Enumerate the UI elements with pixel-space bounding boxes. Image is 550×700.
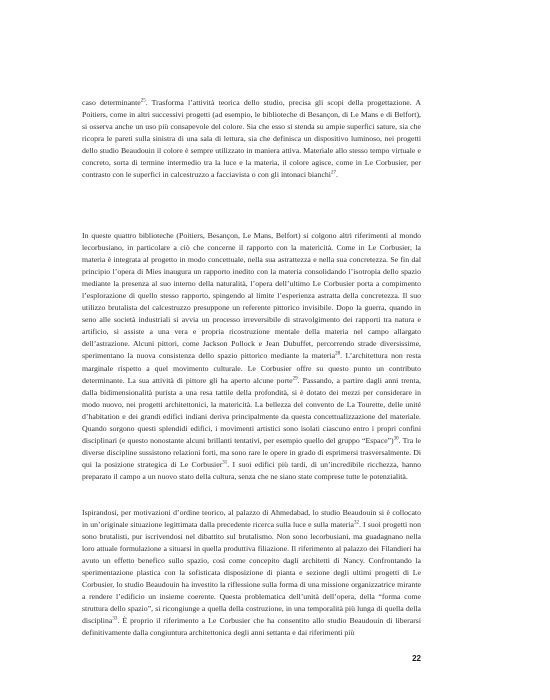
page-number: 22 xyxy=(412,654,421,663)
text-run: . Passando, a partire dagli anni trenta, dalla bidimensionalità purista a una resa tattile della profondità, si è dotato dei mezzi per considerare in modo nuovo, nei progetti architettonici, la matericità. La bellezza del convento de La Tourette, delle unité d’habitation e dei grandi edifici indiani deriva principalmente da questa concettualizzazione del materiale. Quando sorgono questi splendidi edifici, i movimenti artistici sono isolati ciascuno entro i propri confini disciplinari (e questo nonostante alcuni brillanti tentativi, per esempio quello del gruppo “Espace”) xyxy=(82,375,421,445)
footnote-ref: 30 xyxy=(393,436,399,442)
text-run: Ispirandosi, per motivazioni d’ordine teorico, al palazzo di Ahmedabad, lo studio Beaudouin si è collocato in un’originale situazione legittimata dalla precedente ricerca sulla luce e sulla materia xyxy=(82,508,421,530)
footnote-ref: 33 xyxy=(112,616,118,622)
paragraph-1 xyxy=(82,97,421,181)
footnote-ref: 28 xyxy=(335,351,341,357)
footnote-ref: 25 xyxy=(140,98,146,104)
text-run: . Tra le diverse discipline sussistono relazioni forti, ma sono rare le opere in grado di esprimersi trasversalmente. Di qui la posizione strategica di Le Corbusier xyxy=(82,435,421,469)
paragraph-3 xyxy=(82,507,421,640)
paragraph-text xyxy=(82,230,421,483)
text-run: . L’architettura non resta marginale rispetto a quel movimento culturale. Le Corbusier offre su questo punto un contributo determinante. La sua attività di pittore gli ha aperto alcune porte xyxy=(82,351,421,385)
text-run: . È proprio il riferimento a Le Corbusier che ha consentito allo studio Beaudouin di liberarsi definitivamente dalla congiuntura architettonica degli anni settanta e dai riferimenti più xyxy=(82,616,421,638)
text-run: caso determinante xyxy=(82,98,141,107)
text-run: In queste quattro biblioteche (Poitiers, Besançon, Le Mans, Belfort) si colgono altri riferimenti al mondo lecorbusiano, in particolare a ciò che concerne il rapporto con la matericità. Come in Le Corbusier, la materia è integrata al progetto in modo concettuale, nella sua astrattezza e nella sua concretezza. Se fin dal principio l’opera di Mies inaugura un rapporto inedito con la materia consolidando l’isotropia dello spazio mediante la presenza al suo interno della naturalità, l’opera dell’ultimo Le Corbusier porta a compimento l’esplorazione di quello stesso rapporto, spingendo al limite l’esperienza astratta della concretezza. Il suo utilizzo brutalista del calcestruzzo presuppone un referente pittorico invisibile. Dopo la guerra, quando in seno alle società industriali si avvia un processo irreversibile di stravolgimento dei rapporti tra natura e artificio, si assiste a una vera e propria ricostruzione mentale della materia nel campo allargato dell’astrazione. Alcuni pittori, come Jackson Pollock e Jean Dubuffet, percorrendo strade diversissime, sperimentano la nuova consistenza dello spazio pittorico mediante la materia xyxy=(82,231,421,361)
footnote-ref: 32 xyxy=(353,520,359,526)
paragraph-text xyxy=(82,507,421,640)
footnote-ref: 29 xyxy=(292,375,298,381)
footnote-ref: 31 xyxy=(222,460,228,466)
text-run: . Trasforma l’attività teorica dello studio, precisa gli scopi della progettazione. A Poitiers, come in altri successivi progetti (ad esempio, le biblioteche di Besançon, di Le Mans e di Belfort), si osserva anche un uso più consapevole del colore. Sia che esso si stenda su ampie superfici sature, sia che ricopra le pareti sulla sinistra di una sala di lettura, sia che definisca un dispositivo luminoso, nei progetti dello studio Beaudouin il colore è sempre utilizzato in maniera attiva. Materiale allo stesso tempo virtuale e concreto, sorta di termine intermedio tra la luce e la materia, il colore agisce, come in Le Corbusier, per contrasto con le superfici in calcestruzzo a facciavista o con gli intonaci bianchi xyxy=(82,98,421,180)
text-run: . xyxy=(335,170,338,180)
footnote-ref: 27 xyxy=(330,170,336,176)
text-run: . I suoi edifici più tardi, di un’incredibile ricchezza, hanno preparato il campo a un nuovo stato della cultura, senza che ne siano state comprese tutte le potenzialità. xyxy=(82,459,421,481)
paragraph-text xyxy=(82,97,421,181)
paragraph-2 xyxy=(82,230,421,483)
text-run: . I suoi progetti non sono brutalisti, pur iscrivendosi nel dibattito sul brutalismo. Non sono lecorbusiani, ma guadagnano nella loro attuale formulazione a situarsi in quella produttiva filiazione. Il riferimento al palazzo dei Filandieri ha avuto un effetto benefico sullo spazio, così come concepito dagli architetti di Nancy. Confrontando la sperimentazione plastica con la sofisticata disposizione di pianta e sezione degli ultimi progetti di Le Corbusier, lo studio Beaudouin ha investito la riflessione sulla forma di una missione organizzatrice mirante a rendere l’edificio un insieme coerente. Questa problematica dell’unità dell’opera, della “forma come struttura dello spazio”, si ricongiunge a quella della costruzione, in una temporalità più lunga di quella della disciplina xyxy=(82,520,421,626)
